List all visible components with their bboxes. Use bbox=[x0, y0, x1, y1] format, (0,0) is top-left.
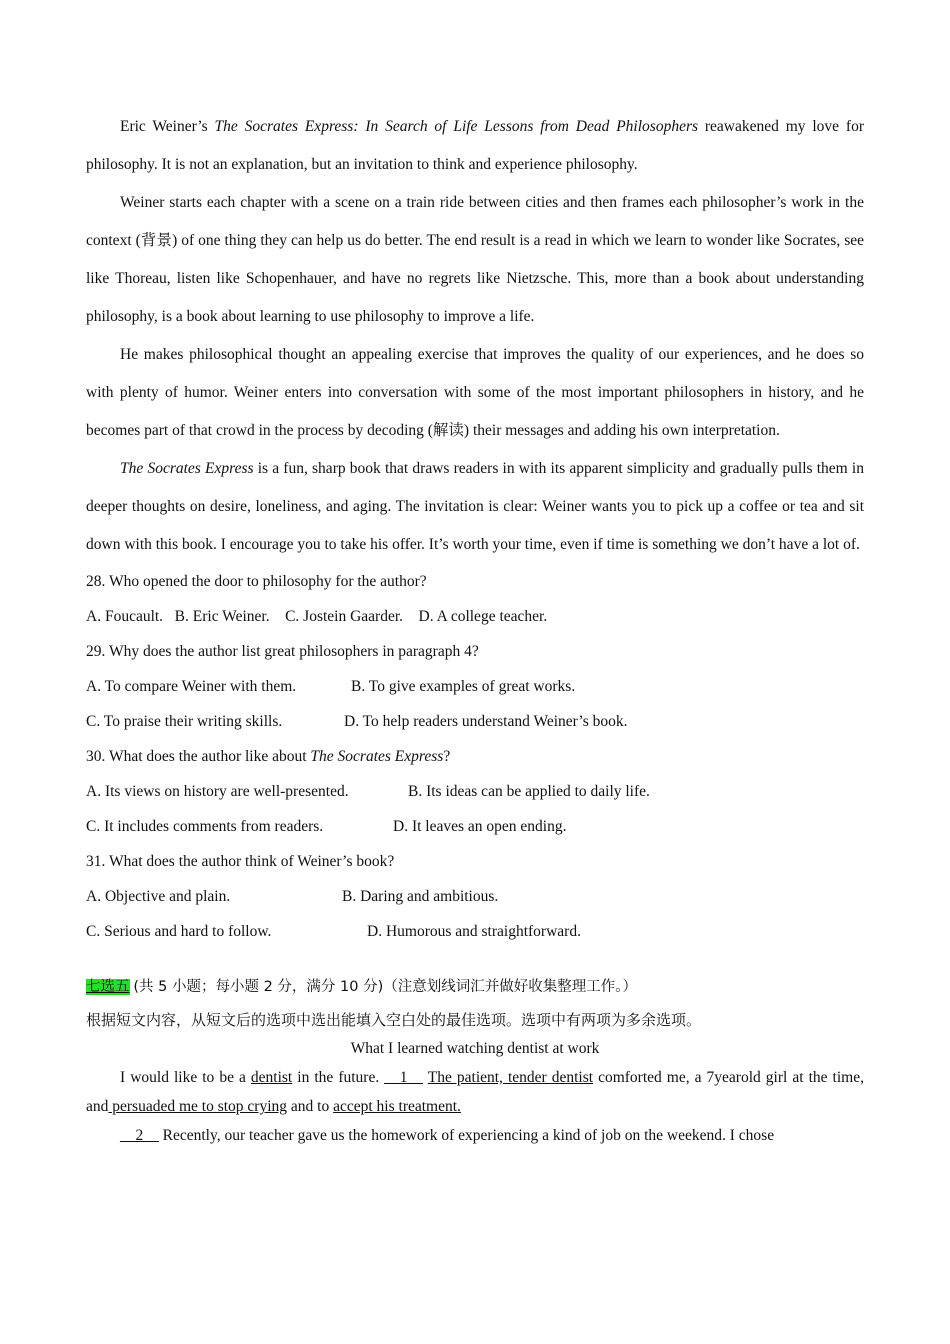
passage-title: What I learned watching dentist at work bbox=[350, 1040, 600, 1057]
vocab-underline: persuaded me to stop crying bbox=[108, 1098, 288, 1115]
section-header bbox=[86, 969, 864, 1005]
passage-paragraph-2: Weiner starts each chapter with a scene on a train ride between cities and then frames each philosopher’s work in the context (背景) of one thing they can help us do better. The end result is a read in which we learn to wonder like Socrates, see like Thoreau, listen like Schopenhauer, and have no regrets like Nietzsche. This, more than a book about understanding philosophy, is a book about learning to use philosophy to improve a life. bbox=[86, 194, 864, 325]
book-title: The Socrates Express bbox=[120, 460, 254, 477]
question-28-options: A. Foucault. B. Eric Weiner. C. Jostein Gaarder. D. A college teacher. bbox=[86, 608, 548, 625]
document-page bbox=[86, 108, 864, 1150]
question-31-options-row-1 bbox=[86, 879, 864, 914]
blank-2: __2__ bbox=[120, 1127, 159, 1144]
book-title: The Socrates Express: In Search of Life Lessons from Dead Philosophers bbox=[214, 118, 699, 135]
question-29-stem: 29. Why does the author list great philosophers in paragraph 4? bbox=[86, 643, 479, 660]
option-a: A. Objective and plain. bbox=[86, 888, 231, 905]
section-paragraph-1: I would like to be a dentist in the future. __1__ The patient, tender dentist comforted me, a 7yearold girl at the time, and persuaded me to stop crying and to accept his treatment. bbox=[86, 1069, 864, 1115]
option-d: D. To help readers understand Weiner’s book. bbox=[344, 713, 628, 730]
section-note: (共 5 小题；每小题 2 分，满分 10 分)（注意划线词汇并做好收集整理工作。） bbox=[133, 979, 637, 995]
option-a: A. To compare Weiner with them. bbox=[86, 678, 297, 695]
option-c: C. It includes comments from readers. bbox=[86, 818, 324, 835]
option-c: C. Serious and hard to follow. bbox=[86, 923, 272, 940]
section-label: 七选五 bbox=[86, 979, 130, 995]
option-a: A. Its views on history are well-presented. bbox=[86, 783, 349, 800]
option-d: D. Humorous and straightforward. bbox=[367, 923, 581, 940]
question-30-stem: 30. What does the author like about The Socrates Express? bbox=[86, 748, 451, 765]
option-b: B. Its ideas can be applied to daily life. bbox=[408, 783, 650, 800]
question-30-options-row-2 bbox=[86, 809, 864, 844]
vocab-underline: dentist bbox=[250, 1069, 293, 1086]
question-29-options-row-2 bbox=[86, 704, 864, 739]
question-31-stem: 31. What does the author think of Weiner’s book? bbox=[86, 853, 395, 870]
section-paragraph-2: __2__ Recently, our teacher gave us the homework of experiencing a kind of job on the weekend. I chose bbox=[120, 1127, 775, 1144]
question-31-options-row-2 bbox=[86, 914, 864, 949]
passage-paragraph-1: Eric Weiner’s The Socrates Express: In Search of Life Lessons from Dead Philosophers reawakened my love for philosophy. It is not an explanation, but an invitation to think and experience philosophy. bbox=[86, 118, 864, 173]
passage-paragraph-4: The Socrates Express is a fun, sharp book that draws readers in with its apparent simplicity and gradually pulls them in deeper thoughts on desire, loneliness, and aging. The invitation is clear: Weiner wants you to pick up a coffee or tea and sit down with this book. I encourage you to take his offer. It’s worth your time, even if time is something we don’t have a lot of. bbox=[86, 460, 864, 553]
section-instructions: 根据短文内容，从短文后的选项中选出能填入空白处的最佳选项。选项中有两项为多余选项。 bbox=[86, 1011, 702, 1029]
question-30-options-row-1 bbox=[86, 774, 864, 809]
question-29-options-row-1 bbox=[86, 669, 864, 704]
option-b: B. To give examples of great works. bbox=[351, 678, 576, 695]
option-c: C. To praise their writing skills. bbox=[86, 713, 283, 730]
option-b: B. Daring and ambitious. bbox=[342, 888, 499, 905]
option-d: D. It leaves an open ending. bbox=[393, 818, 567, 835]
vocab-underline: The patient, tender dentist bbox=[427, 1069, 594, 1086]
passage-paragraph-3: He makes philosophical thought an appealing exercise that improves the quality of our experiences, and he does so with plenty of humor. Weiner enters into conversation with some of the most important philosophers in history, and he becomes part of that crowd in the process by decoding (解读) their messages and adding his own interpretation. bbox=[86, 346, 864, 439]
blank-1: __1__ bbox=[384, 1069, 423, 1086]
vocab-underline: accept his treatment. bbox=[333, 1098, 461, 1115]
question-28-stem: 28. Who opened the door to philosophy for the author? bbox=[86, 573, 427, 590]
